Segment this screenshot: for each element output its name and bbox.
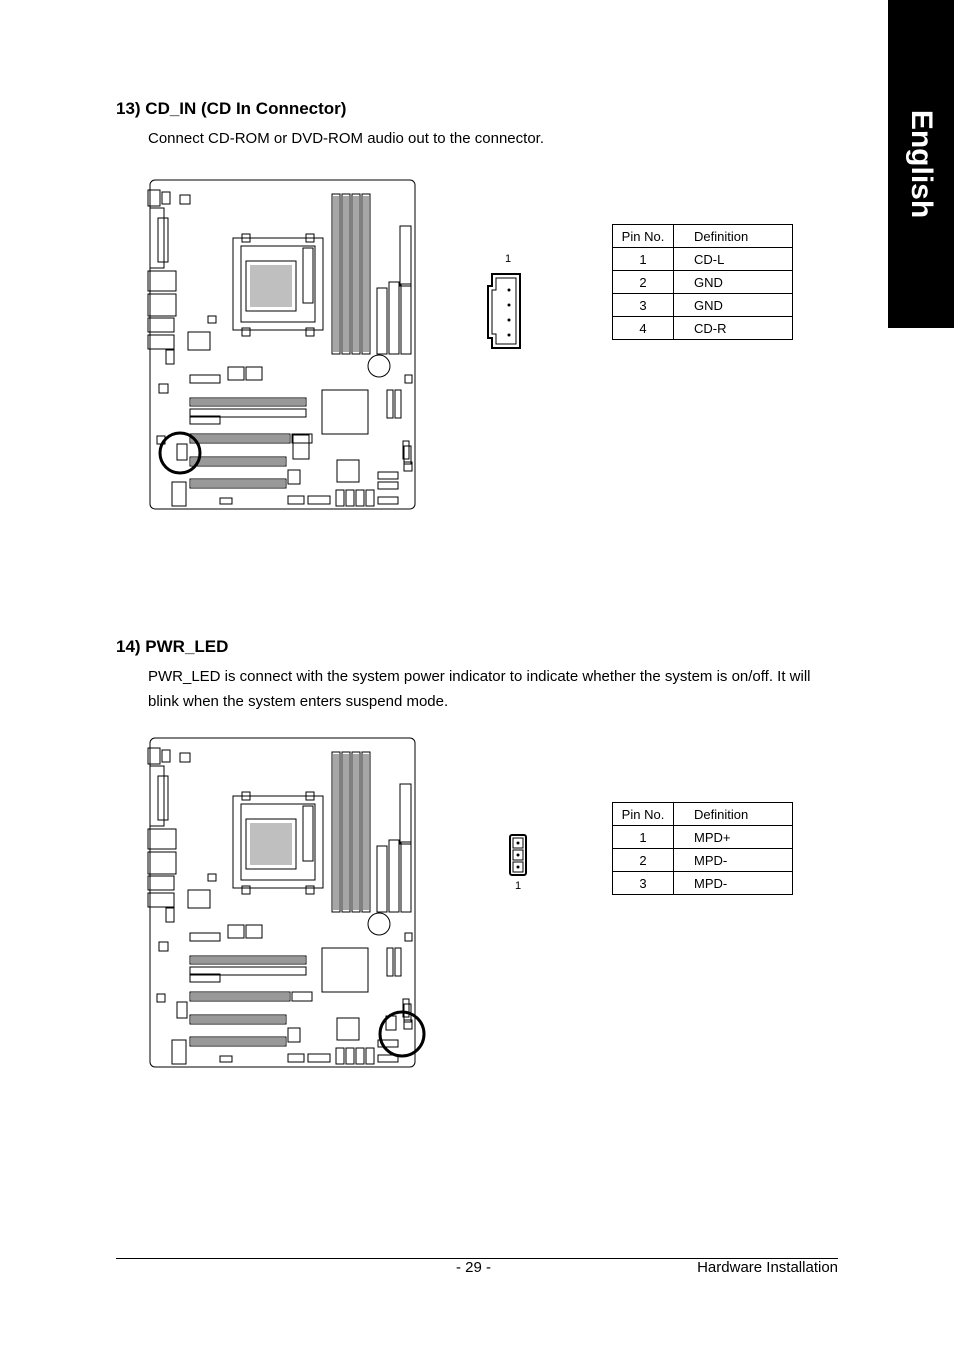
table-row [613, 826, 793, 849]
header-definition: Definition [674, 225, 793, 248]
table-row [613, 317, 793, 340]
pin-definition: CD-R [674, 317, 793, 340]
cd-in-pin-table [612, 224, 793, 340]
table-header-row [613, 803, 793, 826]
motherboard-diagram-pwr-led [146, 736, 430, 1072]
header-definition: Definition [674, 803, 793, 826]
header-pin-no: Pin No. [613, 803, 674, 826]
table-header-row [613, 225, 793, 248]
pin-number: 2 [613, 849, 674, 872]
pin-definition: MPD+ [674, 826, 793, 849]
pin-number: 1 [613, 248, 674, 271]
pin-definition: GND [674, 271, 793, 294]
section-13-heading: 13) CD_IN (CD In Connector) [116, 99, 347, 118]
table-row [613, 872, 793, 895]
page-number: - 29 - [456, 1259, 492, 1276]
cd-in-connector-icon [486, 272, 524, 352]
pin-number: 3 [613, 294, 674, 317]
section-14-description: PWR_LED is connect with the system power indicator to indicate whether the system is on/off. It will blink when the system enters suspend mode. [148, 668, 811, 710]
table-row [613, 294, 793, 317]
pin-definition: MPD- [674, 849, 793, 872]
pin-definition: MPD- [674, 872, 793, 895]
pin-number: 1 [613, 826, 674, 849]
section-14-heading: 14) PWR_LED [116, 637, 229, 656]
pin-number: 4 [613, 317, 674, 340]
cd-in-pin-one-label: 1 [505, 253, 512, 265]
language-tab [888, 0, 954, 328]
table-row [613, 271, 793, 294]
table-row [613, 849, 793, 872]
table-row [613, 248, 793, 271]
pin-definition: GND [674, 294, 793, 317]
pwr-led-pin-one-label: 1 [515, 880, 522, 892]
pin-number: 3 [613, 872, 674, 895]
header-pin-no: Pin No. [613, 225, 674, 248]
motherboard-diagram-cd-in [146, 178, 420, 514]
pwr-led-connector-icon [508, 833, 528, 877]
footer-section-title: Hardware Installation [697, 1259, 838, 1276]
section-13-description: Connect CD-ROM or DVD-ROM audio out to the connector. [148, 130, 544, 147]
pin-definition: CD-L [674, 248, 793, 271]
pwr-led-pin-table [612, 802, 793, 895]
pin-number: 2 [613, 271, 674, 294]
language-tab-label: English [905, 109, 938, 219]
